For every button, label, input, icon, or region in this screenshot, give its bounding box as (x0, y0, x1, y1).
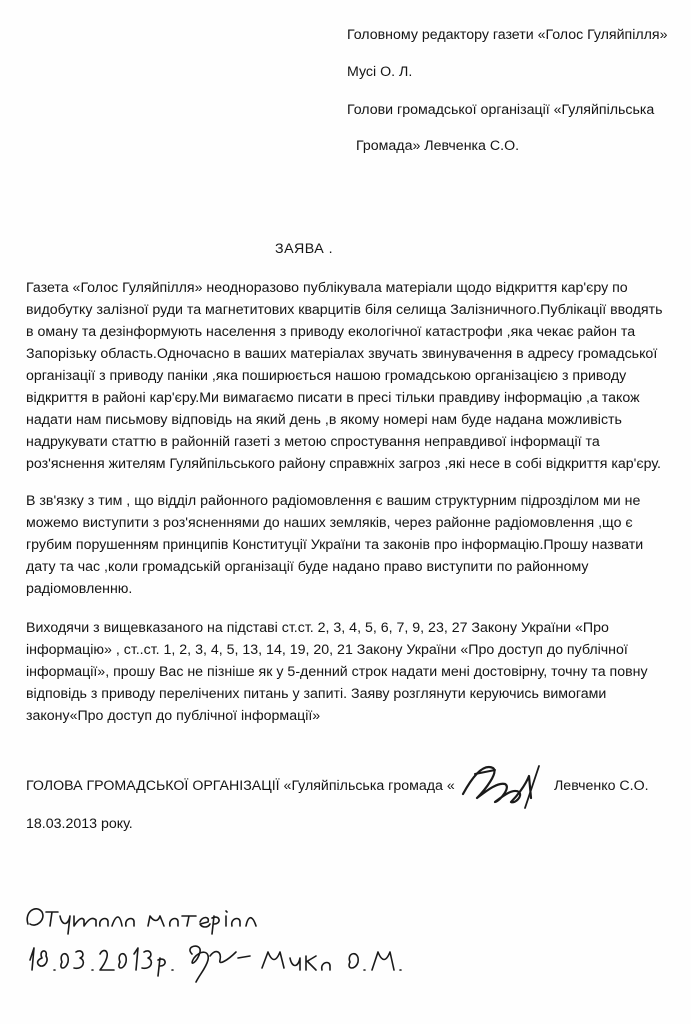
paragraph-2-line: дату та час ,коли громадській організації буде надано право виступити по районному (26, 559, 589, 575)
paragraph-1-line: надрукувати статтю в районній газеті з метою спростування неправдивої інформації та (26, 434, 600, 450)
paragraph-3-line: інформації», прошу Вас не пізніше як у 5-денний строк надати мені достовірну, точну та повну (26, 664, 648, 680)
handwritten-signature (455, 762, 545, 812)
paragraph-1-line: роз'яснення жителям Гуляйпільського району справжніх загроз ,які несе в собі відкриття кар'єру. (26, 456, 661, 472)
addressee-editor-name: Мусі О. Л. (347, 64, 413, 80)
addressee-editor: Головному редактору газети «Голос Гуляйпілля» (347, 27, 668, 43)
paragraph-3-line: закону«Про доступ до публічної інформації» (26, 708, 321, 724)
addressee-org-head: Громада» Левченка С.О. (356, 138, 520, 154)
signatory-position: ГОЛОВА ГРОМАДСЬКОЇ ОРГАНІЗАЦІЇ «Гуляйпільська громада « (26, 778, 455, 794)
paragraph-1-line: відкриття в районі кар'єру.Ми вимагаємо писати в пресі тільки правдиву інформацію ,а також (26, 390, 640, 406)
paragraph-1-line: Запорізьку область.Одночасно в ваших матеріалах звучать звинувачення в адресу громадської (26, 346, 658, 362)
paragraph-3-line: інформацію» , ст..ст. 1, 2, 3, 4, 5, 13, 14, 19, 20, 21 Закону України «Про доступ до публічної (26, 642, 628, 658)
paragraph-1-line: в оману та дезінформують населення з приводу екологічної катастрофи ,яка чекає район та (26, 324, 636, 340)
paragraph-1-line: організації з приводу паніки ,яка поширюється нашою громадською організацією з приводу (26, 368, 627, 384)
paragraph-1-line: надати нам письмову відповідь на який день ,в якому номері нам буде надана можливість (26, 412, 622, 428)
signatory-name: Левченко С.О. (554, 778, 649, 794)
addressee-org: Голови громадської організації «Гуляйпільська (347, 102, 655, 118)
handwritten-receipt-note (24, 890, 444, 990)
paragraph-1-line: видобутку залізної руди та магнетитових кварцитів біля селища Залізничного.Публікації вводять (26, 302, 663, 318)
paragraph-1-line: Газета «Голос Гуляйпілля» неоднорaзово публікувала матеріали щодо відкриття кар'єру по (26, 280, 628, 296)
paragraph-2-line: В зв'язку з тим , що відділ районного радіомовлення є вашим структурним підрозділом ми не (26, 493, 641, 509)
document-title: ЗАЯВА . (275, 241, 334, 257)
paragraph-2-line: грубим порушенням принципів Конституції України та законів про інформацію.Прошу назвати (26, 537, 644, 553)
paragraph-3-line: Виходячи з вищевказаного на підставі ст.ст. 2, 3, 4, 5, 6, 7, 9, 23, 27 Закону України «Про (26, 620, 609, 636)
paragraph-3-line: відповідь з приводу перелічених питань у запиті. Заяву розглянути керуючись вимогами (26, 686, 607, 702)
paragraph-2-line: радіомовленню. (26, 581, 133, 597)
document-date: 18.03.2013 року. (26, 816, 133, 832)
paragraph-2-line: можемо виступити з роз'ясненнями до наших земляків, через районне радіомовлення ,що є (26, 515, 633, 531)
